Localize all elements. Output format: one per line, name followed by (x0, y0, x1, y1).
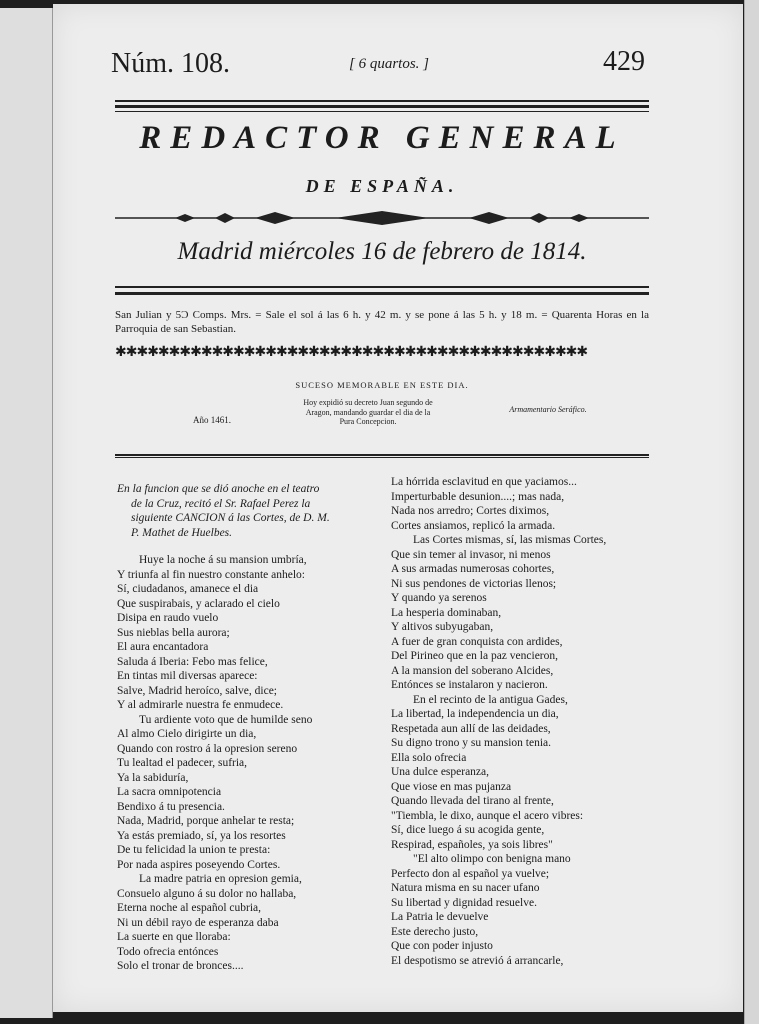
verse-line: La hesperia dominaban, (391, 606, 502, 619)
memorable-event-heading: SUCESO MEMORABLE EN ESTE DIA. (295, 380, 469, 390)
verse-line: Que con poder injusto (391, 940, 493, 952)
verse-line: Nada, Madrid, porque anhelar te resta; (117, 815, 295, 827)
verse-line: Ni sus pendones de victorias llenos; (391, 577, 557, 590)
star-divider: ✱✱✱✱✱✱✱✱✱✱✱✱✱✱✱✱✱✱✱✱✱✱✱✱✱✱✱✱✱✱✱✱✱✱✱✱✱✱✱✱✱✱✱✱ (115, 345, 588, 360)
verse-line: Solo el tronar de bronces.... (117, 960, 244, 972)
verse-line: Natura misma en su nacer ufano (391, 882, 540, 894)
verse-line: Y al admirarle nuestra fe enmudece. (117, 699, 284, 711)
verse-line: En tintas mil diversas aparece: (117, 670, 258, 682)
left-column (117, 482, 382, 974)
issue-price: [ 6 quartos. ] (349, 56, 430, 72)
dateline-rule (115, 286, 649, 288)
verse-line: Disipa en raudo vuelo (117, 612, 219, 624)
top-rule-thin (115, 111, 649, 112)
verse-line: Respetada aun allí de las deidades, (391, 722, 551, 735)
verse-line: "Tiembla, le dixo, aunque el acero vibres: (391, 809, 584, 822)
verse-line: A fuer de gran conquista con ardides, (391, 635, 563, 648)
verse-line: Que sin temer al invasor, ni menos (391, 548, 551, 561)
verse-line: Este derecho justo, (391, 925, 479, 938)
issue-number: Núm. 108. (111, 48, 230, 79)
right-column (391, 475, 653, 968)
verse-line: Quando con rostro á la opresion sereno (117, 742, 298, 755)
dateline-rule-thick (115, 292, 649, 295)
intro-line: de la Cruz, recitó el Sr. Rafael Perez la (131, 497, 311, 510)
verse-line: De tu felicidad la union te presta: (117, 844, 271, 856)
verse-line: El despotismo se atrevió á arrancarle, (391, 954, 564, 967)
verse-line: Consuelo alguno á su dolor no hallaba, (117, 887, 297, 900)
masthead-title: REDACTOR GENERAL (139, 120, 625, 156)
verse-line: Y quando ya serenos (391, 592, 487, 604)
verse-line: Bendixo á tu presencia. (117, 800, 225, 813)
ornament-divider (115, 210, 649, 226)
verse-line: Por nada aspires poseyendo Cortes. (117, 858, 281, 871)
verse-line: La madre patria en opresion gemia, (139, 873, 302, 885)
verse-line: Sus nieblas bella aurora; (117, 626, 230, 639)
verse-line: Tu ardiente voto que de humilde seno (139, 713, 313, 726)
intro-line: siguiente CANCION á las Cortes, de D. M. (131, 512, 330, 524)
intro-line: En la funcion que se dió anoche en el teatro (117, 483, 320, 495)
verse-line: Ya estás premiado, sí, ya los resortes (117, 829, 286, 842)
verse-line: Y altivos subyugaban, (391, 621, 494, 633)
intro-line: P. Mathet de Huelbes. (131, 526, 233, 539)
verse-line: Quando llevada del tirano al frente, (391, 795, 554, 807)
verse-line: Entónces se instalaron y nacieron. (391, 679, 548, 691)
verse-line: La libertad, la independencia un dia, (391, 708, 559, 720)
verse-line: Que viose en mas pujanza (391, 780, 512, 793)
top-rule (115, 100, 649, 102)
page-number: 429 (603, 46, 645, 77)
verse-line: A sus armadas numerosas cohortes, (391, 563, 555, 575)
masthead-subtitle: DE ESPAÑA. (305, 176, 459, 196)
verse-line: Sí, ciudadanos, amanece el dia (117, 583, 259, 595)
top-rule-thick (115, 105, 649, 108)
memorable-event-source: Armamentario Seráfico. (509, 405, 587, 414)
memorable-event-year: Año 1461. (193, 415, 231, 425)
memorable-event-text: Hoy expidió su decreto Juan segundo de Aragon, mandando guardar el dia de la Pura Concepcion. (303, 398, 433, 426)
verse-line: Imperturbable desunion....; mas nada, (391, 490, 565, 503)
verse-line: Y triunfa al fin nuestro constante anhelo: (117, 568, 305, 581)
verse-line: Huye la noche á su mansion umbría, (139, 554, 307, 566)
verse-line: Las Cortes mismas, sí, las mismas Cortes, (413, 534, 607, 546)
next-page-edge (744, 0, 759, 1024)
verse-line: En el recinto de la antigua Gades, (413, 693, 568, 706)
newspaper-page (53, 4, 743, 1012)
verse-line: Que suspirabais, y aclarado el cielo (117, 597, 280, 610)
facing-page-edge (0, 8, 53, 1018)
section-rule (115, 454, 649, 456)
verse-line: La hórrida esclavitud en que yaciamos... (391, 476, 577, 488)
saints-of-day: San Julian y 5Ɔ Comps. Mrs. = Sale el sol á las 6 h. y 42 m. y se pone á las 5 h. y 18 m. = Quarenta Horas en la Parroquia de san Sebastian. (115, 309, 649, 335)
section-rule-thin (115, 457, 649, 458)
verse-line: Una dulce esperanza, (391, 766, 490, 778)
verse-line: A la mansion del soberano Alcides, (391, 664, 554, 677)
verse-line: Sí, dice luego á su acogida gente, (391, 824, 545, 836)
verse-line: Cortes ansiamos, replicó la armada. (391, 519, 556, 532)
verse-line: Tu lealtad el padecer, sufria, (117, 757, 248, 769)
verse-line: "El alto olimpo con benigna mano (413, 853, 571, 865)
verse-line: El aura encantadora (117, 641, 209, 653)
verse-line: Su digno trono y su mansion tenia. (391, 737, 552, 749)
verse-line: La suerte en que lloraba: (117, 931, 231, 943)
verse-line: La sacra omnipotencia (117, 786, 222, 798)
verse-line: Ya la sabiduría, (117, 771, 189, 784)
dateline: Madrid miércoles 16 de febrero de 1814. (177, 238, 587, 265)
verse-line: Del Pirineo que en la paz vencieron, (391, 650, 559, 662)
verse-line: Salve, Madrid heroíco, salve, dice; (117, 684, 277, 697)
verse-line: Eterna noche al español cubria, (117, 902, 262, 914)
verse-line: Al almo Cielo dirigirte un dia, (117, 728, 257, 740)
verse-line: Saluda á Iberia: Febo mas felice, (117, 655, 268, 668)
verse-line: Nada nos arredro; Cortes diximos, (391, 505, 550, 517)
verse-line: La Patria le devuelve (391, 911, 489, 923)
verse-line: Perfecto don al español ya vuelve; (391, 867, 550, 880)
verse-line: Todo ofrecia entónces (117, 945, 219, 958)
verse-line: Ni un débil rayo de esperanza daba (117, 916, 279, 929)
verse-line: Su libertad y dignidad resuelve. (391, 896, 537, 909)
verse-line: Respirad, españoles, ya sois libres" (391, 838, 553, 851)
verse-line: Ella solo ofrecia (391, 751, 467, 764)
